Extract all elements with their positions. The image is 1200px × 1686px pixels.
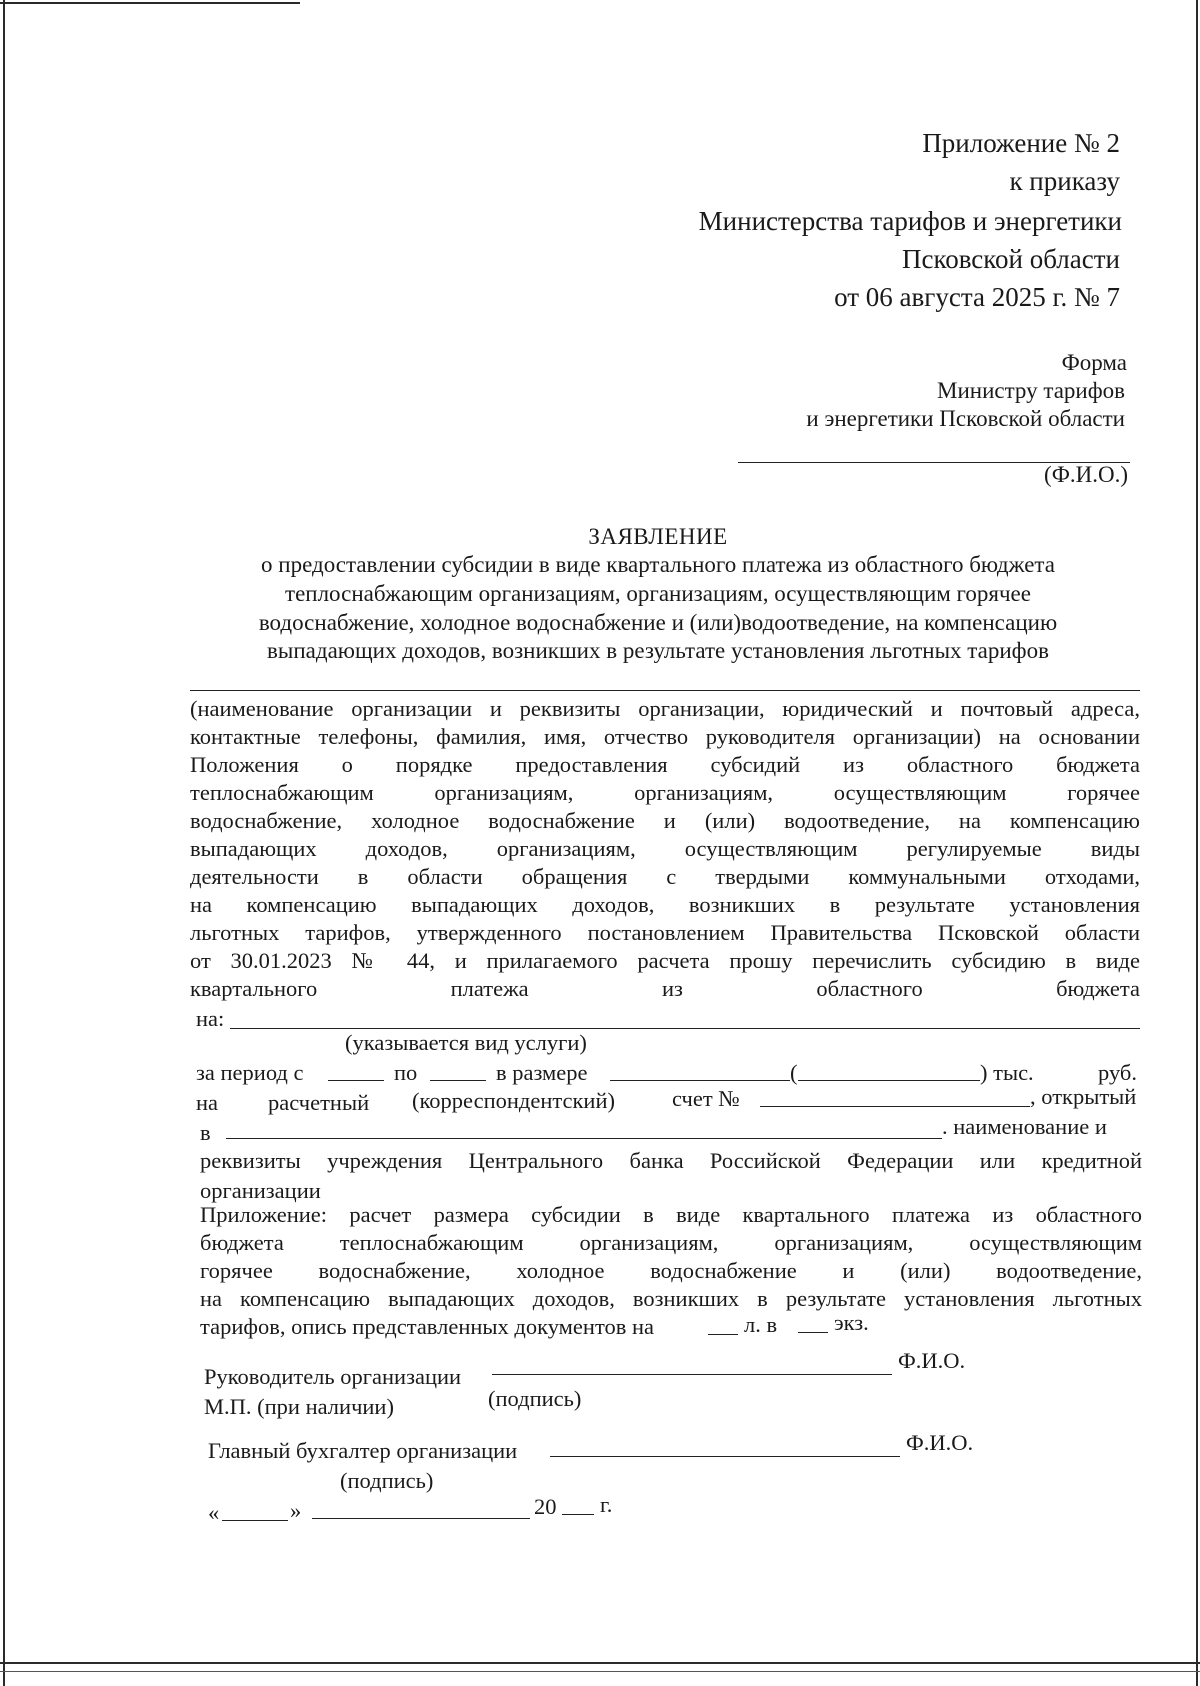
scan-edge-right	[1196, 0, 1198, 1686]
service-on-label: на:	[196, 1006, 225, 1031]
amount-close-paren: ) тыс.	[980, 1060, 1034, 1085]
bank-in-label: в	[200, 1120, 211, 1145]
accountant-signature-line	[550, 1456, 900, 1457]
accountant-signature-caption: (подпись)	[340, 1468, 434, 1493]
body-line-5: водоснабжение, холодное водоснабжение и (или) водоотведение, на компенсацию	[190, 810, 1140, 833]
scan-edge-top	[0, 2, 300, 4]
account-opened: , открытый	[1030, 1084, 1137, 1109]
date-day-blank	[222, 1520, 288, 1521]
account-number-blank	[760, 1106, 1030, 1107]
body-line-10: от 30.01.2023 № 44, и прилагаемого расчета прошу перечислить субсидию в виде	[190, 950, 1140, 973]
body-line-1: (наименование организации и реквизиты организации, юридический и почтовый адреса,	[190, 698, 1140, 721]
date-year-suffix: г.	[600, 1492, 613, 1517]
copies-label: экз.	[834, 1310, 869, 1335]
copies-blank	[798, 1332, 828, 1333]
organization-name-line	[190, 690, 1140, 691]
title-line-3: водоснабжение, холодное водоснабжение и (или)водоотведение, на компенсацию	[258, 610, 1058, 635]
scan-edge-bottom	[0, 1662, 1200, 1664]
ministry-name: Министерства тарифов и энергетики	[698, 206, 1122, 236]
head-label: Руководитель организации	[204, 1364, 462, 1389]
bank-details-line: реквизиты учреждения Центрального банка Российской Федерации или кредитной	[200, 1150, 1142, 1173]
service-type-line	[230, 1028, 1140, 1029]
service-caption: (указывается вид услуги)	[345, 1030, 587, 1055]
rubles-label: руб.	[1098, 1060, 1137, 1085]
body-line-6: выпадающих доходов, организациям, осуществляющим регулируемые виды	[190, 838, 1140, 861]
account-on: на	[196, 1090, 219, 1115]
body-line-3: Положения о порядке предоставления субсидий из областного бюджета	[190, 754, 1140, 777]
period-to-label: по	[394, 1060, 418, 1085]
amount-number-blank	[610, 1080, 790, 1081]
accountant-fio: Ф.И.О.	[906, 1430, 974, 1455]
body-line-11: квартального платежа из областного бюджета	[190, 978, 1140, 1001]
date-month-blank	[312, 1518, 530, 1519]
body-line-4: теплоснабжающим организациям, организациям, осуществляющим горячее	[190, 782, 1140, 805]
bank-name-blank	[226, 1138, 942, 1139]
scan-edge-bottom-secondary	[0, 1671, 1200, 1672]
title-line-2: теплоснабжающим организациям, организациям, осуществляющим горячее	[285, 581, 1031, 606]
bank-name-and: . наименование и	[942, 1114, 1107, 1139]
sheets-label: л. в	[744, 1312, 778, 1337]
inventory-text: тарифов, опись представленных документов на	[200, 1314, 655, 1339]
fio-caption: (Ф.И.О.)	[1044, 462, 1128, 487]
stamp-label: М.П. (при наличии)	[204, 1394, 394, 1419]
head-fio: Ф.И.О.	[898, 1348, 966, 1373]
body-line-2: контактные телефоны, фамилия, имя, отчество руководителя организации) на основании	[190, 726, 1140, 749]
date-year-blank	[562, 1514, 594, 1515]
organization-word: организации	[200, 1178, 321, 1203]
period-from-label: за период с	[196, 1060, 304, 1085]
region-name: Псковской области	[901, 244, 1120, 274]
date-year-prefix: 20	[534, 1494, 557, 1519]
order-date-number: от 06 августа 2025 г. № 7	[834, 282, 1120, 312]
amount-open-paren: (	[790, 1060, 798, 1085]
account-number-label: счет №	[672, 1086, 740, 1111]
form-label: Форма	[1061, 350, 1127, 375]
date-quote-close: »	[290, 1498, 302, 1523]
attachment-line-1: Приложение: расчет размера субсидии в виде квартального платежа из областного	[200, 1204, 1142, 1227]
sheets-blank	[708, 1334, 738, 1335]
document-title: ЗАЯВЛЕНИЕ	[588, 524, 728, 549]
scan-edge-left	[3, 0, 5, 1686]
body-line-9: льготных тарифов, утвержденного постановлением Правительства Псковской области	[190, 922, 1140, 945]
amount-words-blank	[798, 1080, 980, 1081]
addressee-minister: Министру тарифов	[937, 378, 1125, 403]
accountant-label: Главный бухгалтер организации	[208, 1438, 518, 1463]
body-line-7: деятельности в области обращения с твердыми коммунальными отходами,	[190, 866, 1140, 889]
period-to-blank	[430, 1080, 486, 1081]
attachment-line-4: на компенсацию выпадающих доходов, возникших в результате установления льготных	[200, 1288, 1142, 1311]
account-settlement: расчетный	[268, 1090, 370, 1115]
addressee-ministry: и энергетики Псковской области	[806, 406, 1125, 431]
appendix-number: Приложение № 2	[922, 128, 1120, 158]
period-from-blank	[328, 1080, 384, 1081]
head-signature-caption: (подпись)	[488, 1386, 582, 1411]
body-line-8: на компенсацию выпадающих доходов, возникших в результате установления	[190, 894, 1140, 917]
attachment-line-2: бюджета теплоснабжающим организациям, организациям, осуществляющим	[200, 1232, 1142, 1255]
to-order: к приказу	[1009, 166, 1120, 196]
title-line-4: выпадающих доходов, возникших в результате установления льготных тарифов	[267, 638, 1049, 663]
account-correspondent: (корреспондентский)	[412, 1088, 615, 1113]
date-quote-open: «	[208, 1500, 220, 1525]
attachment-line-3: горячее водоснабжение, холодное водоснабжение и (или) водоотведение,	[200, 1260, 1142, 1283]
title-line-1: о предоставлении субсидии в виде квартального платежа из областного бюджета	[261, 552, 1055, 577]
amount-label: в размере	[496, 1060, 588, 1085]
head-signature-line	[492, 1374, 892, 1375]
